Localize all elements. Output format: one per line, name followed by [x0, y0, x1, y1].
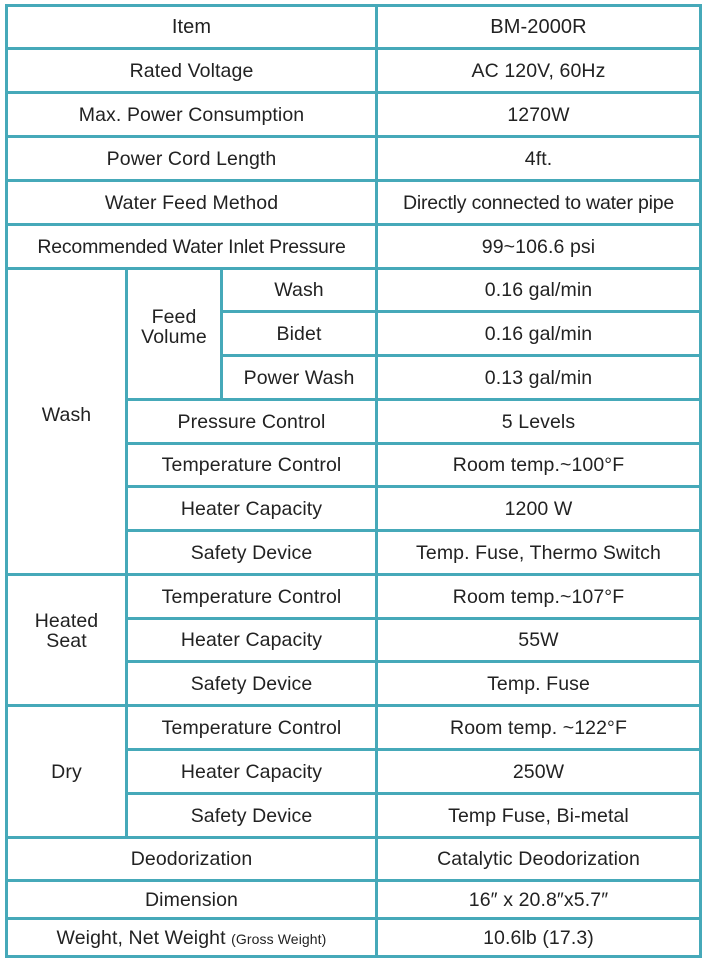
- value-text: 99~106.6 psi: [481, 235, 596, 258]
- header-model-text: BM-2000R: [490, 16, 587, 38]
- seat-temperature-label: [125, 573, 378, 620]
- dimension-label: [5, 879, 378, 920]
- label-text: Pressure Control: [177, 410, 326, 433]
- water-feed-value: [375, 179, 702, 226]
- value-text: 1270W: [507, 103, 570, 126]
- value-text: 55W: [518, 629, 559, 651]
- wash-heater-value: [375, 485, 702, 532]
- label-text: Rated Voltage: [129, 59, 254, 82]
- wash-temperature-label: [125, 442, 378, 488]
- wash-group-label: [5, 267, 128, 576]
- value-text: 0.16 gal/min: [484, 279, 593, 301]
- value-text: Temp Fuse, Bi-metal: [448, 804, 629, 827]
- wash-safety-value: [375, 529, 702, 576]
- label-text: Power Wash: [243, 366, 355, 389]
- wash-temperature-value: [375, 442, 702, 488]
- dry-safety-value: [375, 792, 702, 839]
- seat-heater-label: [125, 617, 378, 663]
- label-text: Weight, Net Weight: [56, 926, 226, 949]
- label-text: Heated: [34, 610, 99, 632]
- label-text: Max. Power Consumption: [78, 103, 305, 126]
- feed-bidet-value: [375, 310, 702, 357]
- value-text: 5 Levels: [501, 410, 576, 433]
- value-text: Room temp.~100°F: [452, 454, 625, 476]
- wash-pressure-value: [375, 398, 702, 445]
- label-text: Seat: [46, 630, 87, 652]
- cord-length-value: [375, 135, 702, 182]
- label-text: Temperature Control: [161, 585, 342, 608]
- value-text: 1200 W: [504, 497, 573, 520]
- weight-label: [5, 917, 378, 958]
- seat-temperature-value: [375, 573, 702, 620]
- value-text: AC 120V, 60Hz: [471, 59, 606, 82]
- label-text: Wash: [274, 279, 324, 301]
- inlet-pressure-value: [375, 223, 702, 270]
- label-text: Water Feed Method: [104, 191, 279, 214]
- rated-voltage-label: [5, 47, 378, 94]
- wash-safety-label: [125, 529, 378, 576]
- seat-safety-label: [125, 660, 378, 707]
- dry-safety-label: [125, 792, 378, 839]
- feed-volume-label: [125, 267, 223, 401]
- heated-seat-group-label: [5, 573, 128, 707]
- header-item-label: [5, 4, 378, 50]
- wash-heater-label: [125, 485, 378, 532]
- dry-temperature-value: [375, 704, 702, 751]
- label-note: (Gross Weight): [231, 931, 327, 947]
- label-text: Wash: [41, 403, 92, 426]
- label-text: Safety Device: [190, 541, 313, 564]
- wash-pressure-label: [125, 398, 378, 445]
- label-text: Bidet: [276, 322, 322, 345]
- value-text: 0.16 gal/min: [484, 322, 593, 345]
- feed-wash-value: [375, 267, 702, 313]
- value-text: 250W: [512, 760, 565, 783]
- label-text: Safety Device: [190, 804, 313, 827]
- dry-temperature-label: [125, 704, 378, 751]
- label-text: Dry: [51, 760, 82, 783]
- value-text: 0.13 gal/min: [484, 366, 593, 389]
- value-text: Catalytic Deodorization: [437, 848, 640, 870]
- max-power-label: [5, 91, 378, 138]
- feed-bidet-label: [220, 310, 378, 357]
- deodorization-value: [375, 836, 702, 882]
- water-feed-label: [5, 179, 378, 226]
- header-item-text: Item: [171, 16, 212, 38]
- feed-power-wash-label: [220, 354, 378, 401]
- inlet-pressure-label: [5, 223, 378, 270]
- rated-voltage-value: [375, 47, 702, 94]
- label-text: Dimension: [144, 888, 239, 911]
- seat-safety-value: [375, 660, 702, 707]
- label-text: Recommended Water Inlet Pressure: [37, 235, 346, 258]
- value-text: 10.6lb (17.3): [483, 926, 594, 949]
- label-text: Safety Device: [190, 672, 313, 695]
- dry-group-label: [5, 704, 128, 839]
- value-text: Temp. Fuse, Thermo Switch: [416, 541, 661, 564]
- label-text: Power Cord Length: [106, 147, 277, 170]
- header-model: [375, 4, 702, 50]
- weight-value: [375, 917, 702, 958]
- cord-length-label: [5, 135, 378, 182]
- seat-heater-value: [375, 617, 702, 663]
- dimension-value: [375, 879, 702, 920]
- label-text: Temperature Control: [161, 716, 342, 739]
- max-power-value: [375, 91, 702, 138]
- feed-power-wash-value: [375, 354, 702, 401]
- feed-wash-label: [220, 267, 378, 313]
- label-text: Heater Capacity: [180, 497, 323, 520]
- label-text: Feed: [151, 306, 197, 328]
- label-text: Deodorization: [130, 848, 253, 870]
- label-text: Heater Capacity: [180, 629, 323, 651]
- value-text: 16″ x 20.8″x5.7″: [468, 888, 609, 911]
- label-text: Heater Capacity: [180, 760, 323, 783]
- deodorization-label: [5, 836, 378, 882]
- value-text: Directly connected to water pipe: [402, 191, 675, 214]
- value-text: Room temp. ~122°F: [450, 716, 627, 739]
- value-text: Temp. Fuse: [487, 672, 590, 695]
- label-text: Temperature Control: [161, 454, 342, 476]
- value-text: Room temp.~107°F: [452, 585, 625, 608]
- value-text: 4ft.: [524, 147, 553, 170]
- dry-heater-label: [125, 748, 378, 795]
- dry-heater-value: [375, 748, 702, 795]
- label-text: Volume: [141, 326, 207, 348]
